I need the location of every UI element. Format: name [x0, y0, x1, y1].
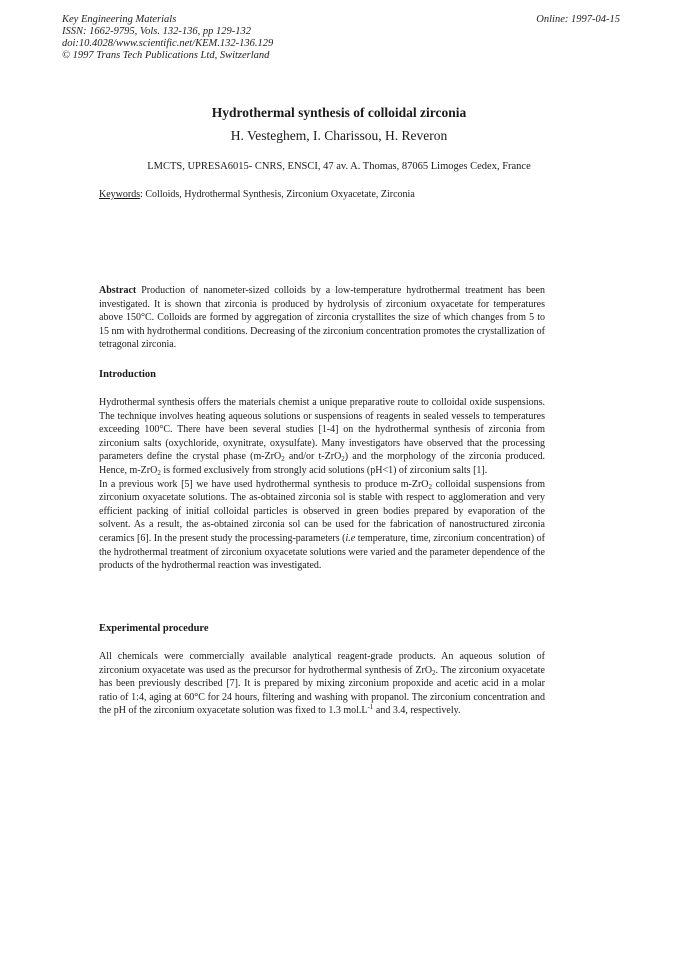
keywords-line	[99, 189, 415, 200]
introduction-paragraph-1	[99, 396, 545, 478]
experimental-heading: Experimental procedure	[99, 623, 209, 634]
intro-p2-a: In a previous work [5] we have used hydrothermal synthesis to produce m-ZrO	[99, 478, 429, 490]
intro-p1-d: is formed exclusively from strongly acid solutions (pH<1) of zirconium salts [1].	[160, 464, 488, 476]
exp-p-a: All chemicals were commercially available analytical reagent-grade products. An aqueous solution of zirconium oxyacetate was used as the precursor for hydrothermal synthesis of ZrO	[99, 651, 545, 676]
subscript-2: 2	[432, 668, 436, 677]
doi-line[interactable]: doi:10.4028/www.scientific.net/KEM.132-136.129	[62, 38, 274, 49]
copyright-line: © 1997 Trans Tech Publications Ltd, Switzerland	[62, 50, 270, 61]
journal-name: Key Engineering Materials	[62, 14, 177, 25]
intro-p1-b: and/or t-ZrO	[284, 451, 342, 463]
intro-p2-b: colloidal suspensions from zirconium oxyacetate solutions. The as-obtained zirconia sol is stable with respect to agglomeration and very efficient packing of initial colloidal particles is observed in green bodies prepared by evaporation of the solvent. As a result, the as-obtained zirconia sol can be used for the fabrication of nanostructured zirconia ceramics [6]. In the present study the processing-parameters (	[99, 478, 545, 544]
online-date: Online: 1997-04-15	[536, 14, 620, 25]
abstract-text: Production of nanometer-sized colloids by a low-temperature hydrothermal treatment has been investigated. It is shown that zirconia is produced by hydrolysis of zirconium oxyacetate for temperatures above 150°C. Colloids are formed by aggregation of zirconia crystallites the size of which changes from 5 to 15 nm with hydrothermal conditions. Decreasing of the zirconium concentration promotes the crystallization of tetragonal zirconia.	[99, 285, 545, 351]
subscript-2: 2	[428, 482, 433, 491]
exp-p-c: and 3.4, respectively.	[373, 705, 461, 717]
paper-affiliation: LMCTS, UPRESA6015- CNRS, ENSCI, 47 av. A. Thomas, 87065 Limoges Cedex, France	[147, 161, 531, 172]
experimental-section	[99, 650, 545, 718]
intro-p2-ie: i.e	[345, 532, 356, 544]
subscript-2: 2	[157, 468, 161, 477]
intro-p1-c: ) and the morphology of the zirconia produced. Hence, m-ZrO	[99, 451, 545, 476]
exp-p-b: . The zirconium oxyacetate has been previously described [7]. It is prepared by mixing zirconium propoxide and acetic acid in a molar ratio of 1:4, aging at 60°C for 24 hours, filtering and washing with propanol. The zirconium concentration and the pH of the zirconium oxyacetate solution was fixed to 1.3 mol.L	[99, 664, 545, 717]
paper-authors: H. Vesteghem, I. Charissou, H. Reveron	[230, 128, 448, 143]
introduction-section	[99, 396, 545, 573]
subscript-2: 2	[281, 455, 285, 464]
intro-p2-c: temperature, time, zirconium concentration) of the hydrothermal treatment of zirconium oxyacetate solutions were varied and the parameter dependence of the products of the hydrothermal reaction was investigated.	[99, 532, 545, 572]
abstract-label: Abstract	[99, 285, 137, 296]
subscript-2: 2	[341, 455, 345, 464]
introduction-heading: Introduction	[99, 369, 156, 380]
introduction-paragraph-2	[99, 478, 545, 573]
journal-metadata	[62, 14, 273, 62]
abstract-section	[99, 284, 545, 352]
paper-title: Hydrothermal synthesis of colloidal zirconia	[211, 105, 467, 120]
issn-line: ISSN: 1662-9795, Vols. 132-136, pp 129-132	[62, 26, 251, 37]
keywords-list: : Colloids, Hydrothermal Synthesis, Zirconium Oxyacetate, Zirconia	[140, 189, 415, 200]
experimental-paragraph	[99, 650, 545, 718]
intro-p1-a: Hydrothermal synthesis offers the materials chemist a unique preparative route to colloidal oxide suspensions. The technique involves heating aqueous solutions or suspensions of reagents in sealed vessels to temperatures exceeding 100°C. There have been several studies [1-4] on the hydrothermal synthesis of zirconia from zirconium salts (oxychloride, oxynitrate, oxysulfate). Many investigators have observed that the processing parameters define the crystal phase (m-ZrO	[99, 397, 545, 463]
superscript-minus-1: -1	[367, 703, 374, 712]
keywords-label: Keywords	[99, 189, 141, 200]
abstract-paragraph	[99, 284, 545, 352]
